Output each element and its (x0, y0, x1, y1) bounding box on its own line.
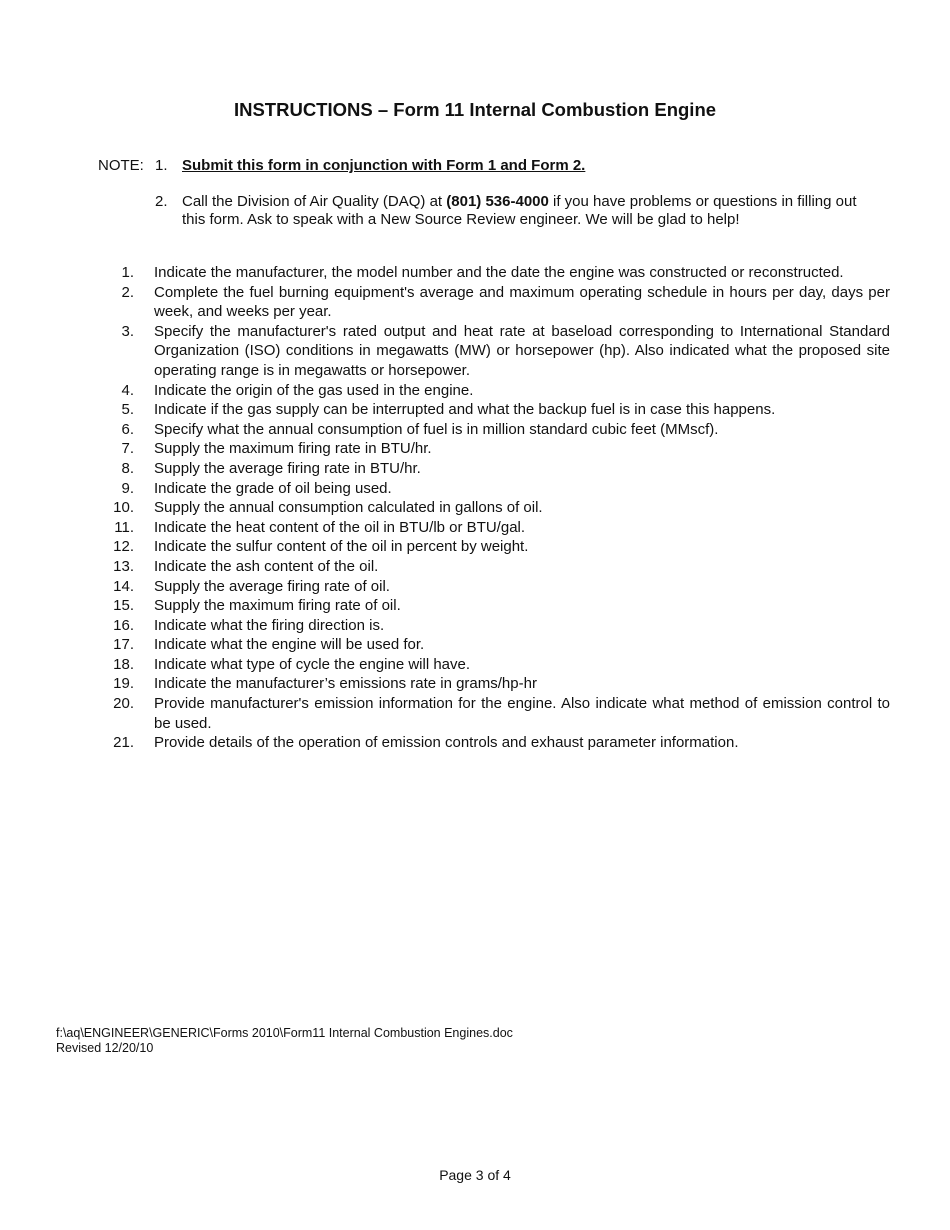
instruction-text: Complete the fuel burning equipment's average and maximum operating schedule in hours per day, days per week, and weeks per year. (154, 283, 890, 321)
instruction-text: Specify what the annual consumption of fuel is in million standard cubic feet (MMscf). (154, 420, 719, 438)
note-2-number: 2. (155, 193, 168, 210)
instruction-item (100, 420, 890, 440)
page-number: Page 3 of 4 (439, 1167, 511, 1183)
instruction-item (100, 596, 890, 616)
instruction-text: Indicate the grade of oil being used. (154, 479, 392, 497)
instruction-number: 2. (121, 283, 134, 301)
instruction-number: 18. (113, 655, 134, 673)
instruction-number: 6. (121, 420, 134, 438)
instruction-number: 17. (113, 636, 134, 654)
instruction-number: 19. (113, 675, 134, 693)
note-label: NOTE: (98, 157, 144, 174)
instruction-text: Indicate the sulfur content of the oil in percent by weight. (154, 538, 529, 556)
instruction-text: Supply the maximum firing rate in BTU/hr. (154, 440, 432, 458)
instruction-text: Indicate what the engine will be used for. (154, 636, 425, 654)
page-title: INSTRUCTIONS – Form 11 Internal Combustion Engine (233, 99, 717, 120)
note-2-pre: Call the Division of Air Quality (DAQ) at (182, 193, 447, 210)
instruction-number: 7. (121, 440, 134, 458)
instruction-item (100, 674, 890, 694)
instruction-number: 20. (113, 695, 134, 713)
instruction-number: 9. (121, 479, 134, 497)
footer-file-info (56, 1026, 513, 1056)
instruction-text: Indicate if the gas supply can be interrupted and what the backup fuel is in case this happens. (154, 401, 776, 419)
instruction-number: 3. (121, 322, 134, 340)
instruction-text: Indicate the heat content of the oil in BTU/lb or BTU/gal. (154, 518, 526, 536)
instruction-text: Indicate what the firing direction is. (154, 616, 385, 634)
instruction-item (100, 616, 890, 636)
instruction-number: 10. (113, 499, 134, 517)
instruction-item (100, 381, 890, 401)
instruction-text: Indicate what type of cycle the engine will have. (154, 655, 471, 673)
instruction-list (100, 263, 890, 753)
instruction-item (100, 479, 890, 499)
instruction-item (100, 322, 890, 381)
note-1-text: Submit this form in conjunction with Form 1 and Form 2. (182, 157, 586, 174)
instruction-item (100, 733, 890, 753)
instruction-text: Supply the maximum firing rate of oil. (154, 597, 401, 615)
instruction-text: Indicate the ash content of the oil. (154, 557, 379, 575)
instruction-text: Provide manufacturer's emission information for the engine. Also indicate what method of emission control to be used. (154, 695, 890, 732)
footer-file-path: f:\aq\ENGINEER\GENERIC\Forms 2010\Form11 Internal Combustion Engines.doc (56, 1026, 513, 1040)
instruction-number: 5. (121, 401, 134, 419)
footer-revised-date: Revised 12/20/10 (56, 1041, 154, 1055)
note-2-text (182, 193, 862, 229)
instruction-number: 11. (114, 518, 134, 536)
instruction-item (100, 557, 890, 577)
instruction-number: 12. (113, 538, 134, 556)
instruction-text: Supply the average firing rate of oil. (154, 577, 390, 595)
instruction-text: Indicate the manufacturer, the model number and the date the engine was constructed or reconstructed. (154, 264, 844, 281)
instruction-item (100, 498, 890, 518)
instruction-number: 14. (113, 577, 134, 595)
instruction-item (100, 283, 890, 322)
instruction-text: Indicate the origin of the gas used in the engine. (154, 381, 474, 399)
instruction-number: 4. (121, 381, 134, 399)
daq-phone-number: (801) 536-4000 (446, 193, 549, 210)
instruction-item (100, 635, 890, 655)
instruction-item (100, 263, 890, 283)
instruction-item (100, 518, 890, 538)
note-2-post: if you have problems or questions in filling out this form. Ask to speak with a New Source Review engineer. We will be glad to help! (182, 193, 857, 228)
instruction-item (100, 439, 890, 459)
instruction-item (100, 694, 890, 733)
instruction-number: 21. (113, 734, 134, 752)
instruction-number: 8. (121, 459, 134, 477)
instruction-number: 1. (121, 264, 134, 281)
instruction-text: Supply the annual consumption calculated in gallons of oil. (154, 499, 543, 517)
instruction-number: 16. (113, 616, 134, 634)
instruction-item (100, 400, 890, 420)
instruction-text: Specify the manufacturer's rated output and heat rate at baseload corresponding to International Standard Organization (ISO) conditions in megawatts (MW) or horsepower (hp). Also indicated what the proposed site operating range is in megawatts or horsepower. (154, 322, 890, 379)
instruction-number: 15. (113, 597, 134, 615)
instruction-text: Supply the average firing rate in BTU/hr. (154, 459, 421, 477)
instruction-number: 13. (113, 557, 134, 575)
instruction-item (100, 537, 890, 557)
instruction-item (100, 655, 890, 675)
instruction-item (100, 577, 890, 597)
note-1-number: 1. (155, 157, 168, 174)
instruction-text: Provide details of the operation of emission controls and exhaust parameter information. (154, 734, 739, 752)
instruction-item (100, 459, 890, 479)
instruction-text: Indicate the manufacturer’s emissions rate in grams/hp-hr (154, 675, 537, 693)
